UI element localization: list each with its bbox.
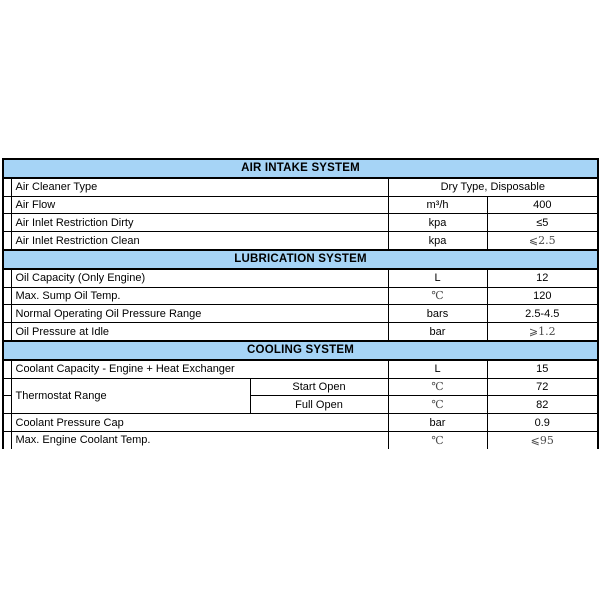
table-row (3, 414, 598, 432)
section-header-lubrication (3, 250, 598, 269)
section-header-air-intake (3, 159, 598, 178)
spec-value: 15 (487, 360, 598, 378)
spec-unit: ℃ (388, 287, 487, 305)
spec-unit: L (388, 269, 487, 287)
spec-label-thermostat-range: Thermostat Range (11, 378, 250, 414)
table-row (3, 214, 598, 232)
spec-unit: bar (388, 323, 487, 341)
spec-value: ⩽95 (487, 431, 598, 448)
row-stub-cell (3, 431, 11, 448)
table-row (3, 196, 598, 214)
row-stub-cell (3, 232, 11, 250)
table-row (3, 305, 598, 323)
row-stub-cell (3, 178, 11, 196)
spec-value: 72 (487, 378, 598, 396)
spec-unit: ℃ (388, 378, 487, 396)
table-row (3, 269, 598, 287)
spec-label: Normal Operating Oil Pressure Range (11, 305, 388, 323)
row-stub-cell (3, 360, 11, 378)
table-row (3, 323, 598, 341)
spec-label: Coolant Capacity - Engine + Heat Exchanger (11, 360, 388, 378)
row-stub-cell (3, 214, 11, 232)
section-title: COOLING SYSTEM (3, 341, 598, 360)
spec-label: Oil Pressure at Idle (11, 323, 388, 341)
spec-value: ⩾1.2 (487, 323, 598, 341)
spec-unit: kpa (388, 214, 487, 232)
row-stub-cell (3, 414, 11, 432)
spec-value: 120 (487, 287, 598, 305)
row-stub-cell (3, 305, 11, 323)
table-row (3, 431, 598, 448)
spec-unit: m³/h (388, 196, 487, 214)
spec-unit: bars (388, 305, 487, 323)
table-row (3, 178, 598, 196)
spec-label: Coolant Pressure Cap (11, 414, 388, 432)
spec-sublabel: Full Open (250, 396, 388, 414)
spec-label: Air Cleaner Type (11, 178, 388, 196)
table-row (3, 287, 598, 305)
spec-label: Air Inlet Restriction Dirty (11, 214, 388, 232)
row-stub-cell (3, 378, 11, 396)
spec-label: Air Inlet Restriction Clean (11, 232, 388, 250)
row-stub-cell (3, 287, 11, 305)
spec-value: 2.5-4.5 (487, 305, 598, 323)
spec-value: 82 (487, 396, 598, 414)
section-title: LUBRICATION SYSTEM (3, 250, 598, 269)
spec-label: Max. Sump Oil Temp. (11, 287, 388, 305)
spec-value: Dry Type, Disposable (388, 178, 598, 196)
table-row (3, 360, 598, 378)
spec-label: Oil Capacity (Only Engine) (11, 269, 388, 287)
spec-value: 400 (487, 196, 598, 214)
spec-value: 0.9 (487, 414, 598, 432)
spec-label: Air Flow (11, 196, 388, 214)
spec-unit: ℃ (388, 431, 487, 448)
section-title: AIR INTAKE SYSTEM (3, 159, 598, 178)
spec-value: 12 (487, 269, 598, 287)
spec-value: ⩽2.5 (487, 232, 598, 250)
row-stub-cell (3, 396, 11, 414)
spec-unit: L (388, 360, 487, 378)
spec-label: Max. Engine Coolant Temp. (11, 431, 388, 448)
row-stub-cell (3, 269, 11, 287)
row-stub-cell (3, 323, 11, 341)
spec-unit: ℃ (388, 396, 487, 414)
table-row (3, 232, 598, 250)
spec-unit: kpa (388, 232, 487, 250)
section-header-cooling (3, 341, 598, 360)
table-row (3, 378, 598, 396)
row-stub-cell (3, 196, 11, 214)
spec-unit: bar (388, 414, 487, 432)
spec-value: ≤5 (487, 214, 598, 232)
spec-sublabel: Start Open (250, 378, 388, 396)
engine-spec-table (2, 158, 599, 449)
